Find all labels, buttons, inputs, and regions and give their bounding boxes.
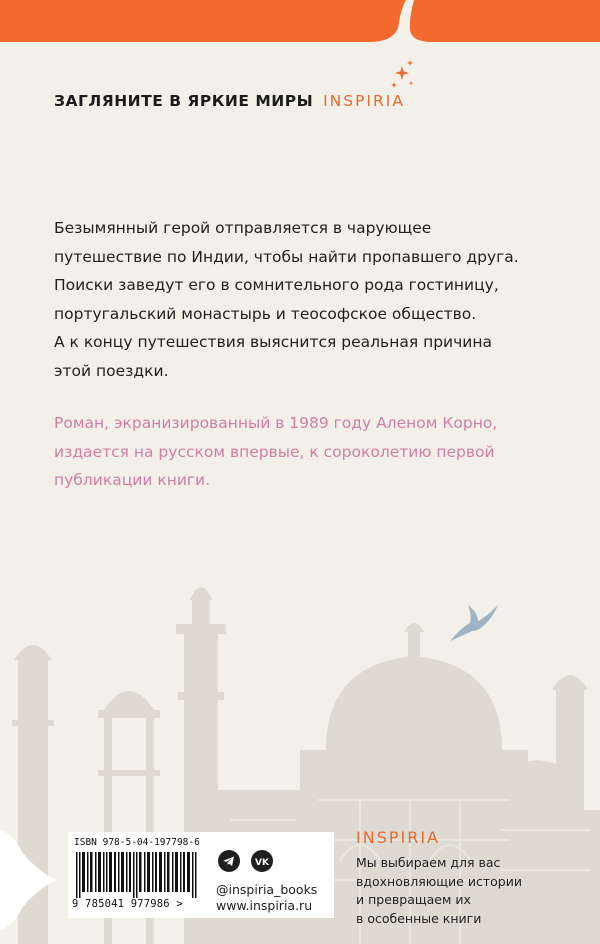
- note-line: издается на русском впервые, к сороколетию первой: [54, 442, 495, 461]
- social-handle: @inspiria_books: [216, 882, 318, 897]
- headline-tagline: ЗАГЛЯНИТЕ В ЯРКИЕ МИРЫ: [54, 92, 314, 110]
- series-headline: [54, 92, 405, 110]
- promo-line: в особенные книги: [356, 910, 482, 926]
- description-line: Поиски заведут его в сомнительного рода гостиницу,: [54, 276, 499, 294]
- isbn-number: ISBN 978-5-04-197798-6: [74, 837, 200, 848]
- barcode-icon: [76, 852, 200, 898]
- website-url: www.inspiria.ru: [216, 898, 313, 913]
- promo-line: и превращаем их: [356, 892, 471, 907]
- social-links-panel: [208, 832, 334, 918]
- headline-brand: INSPIRIA: [323, 92, 405, 110]
- vk-icon[interactable]: [251, 850, 273, 872]
- promo-text: [356, 854, 522, 928]
- promo-line: вдохновляющие истории: [356, 873, 522, 889]
- description-line: португальский монастырь и теософское общество.: [54, 304, 477, 323]
- description-line: А к концу путешествия выяснится реальная причина: [54, 333, 492, 351]
- note-line: публикации книги.: [54, 471, 211, 489]
- description-line: путешествие по Индии, чтобы найти пропавшего друга.: [54, 247, 519, 266]
- promo-line: Мы выбираем для вас: [356, 855, 501, 870]
- description-line: этой поездки.: [54, 361, 169, 380]
- left-edge-tab: [0, 830, 60, 944]
- bird-illustration: [448, 601, 500, 645]
- top-tab-notch: [0, 0, 600, 60]
- isbn-barcode-panel: [68, 832, 208, 918]
- barcode-digits: 9 785041 977986 >: [72, 898, 183, 910]
- book-description: [54, 214, 554, 385]
- vk-icon-label: VK: [255, 858, 270, 868]
- description-line: Безымянный герой отправляется в чарующее: [54, 219, 432, 237]
- telegram-icon[interactable]: [218, 850, 240, 872]
- promo-brand: INSPIRIA: [356, 828, 440, 847]
- publication-note: [54, 409, 554, 495]
- note-line: Роман, экранизированный в 1989 году Аленом Корно,: [54, 414, 498, 432]
- social-icons: [218, 850, 279, 872]
- sparkle-icon: [388, 56, 416, 90]
